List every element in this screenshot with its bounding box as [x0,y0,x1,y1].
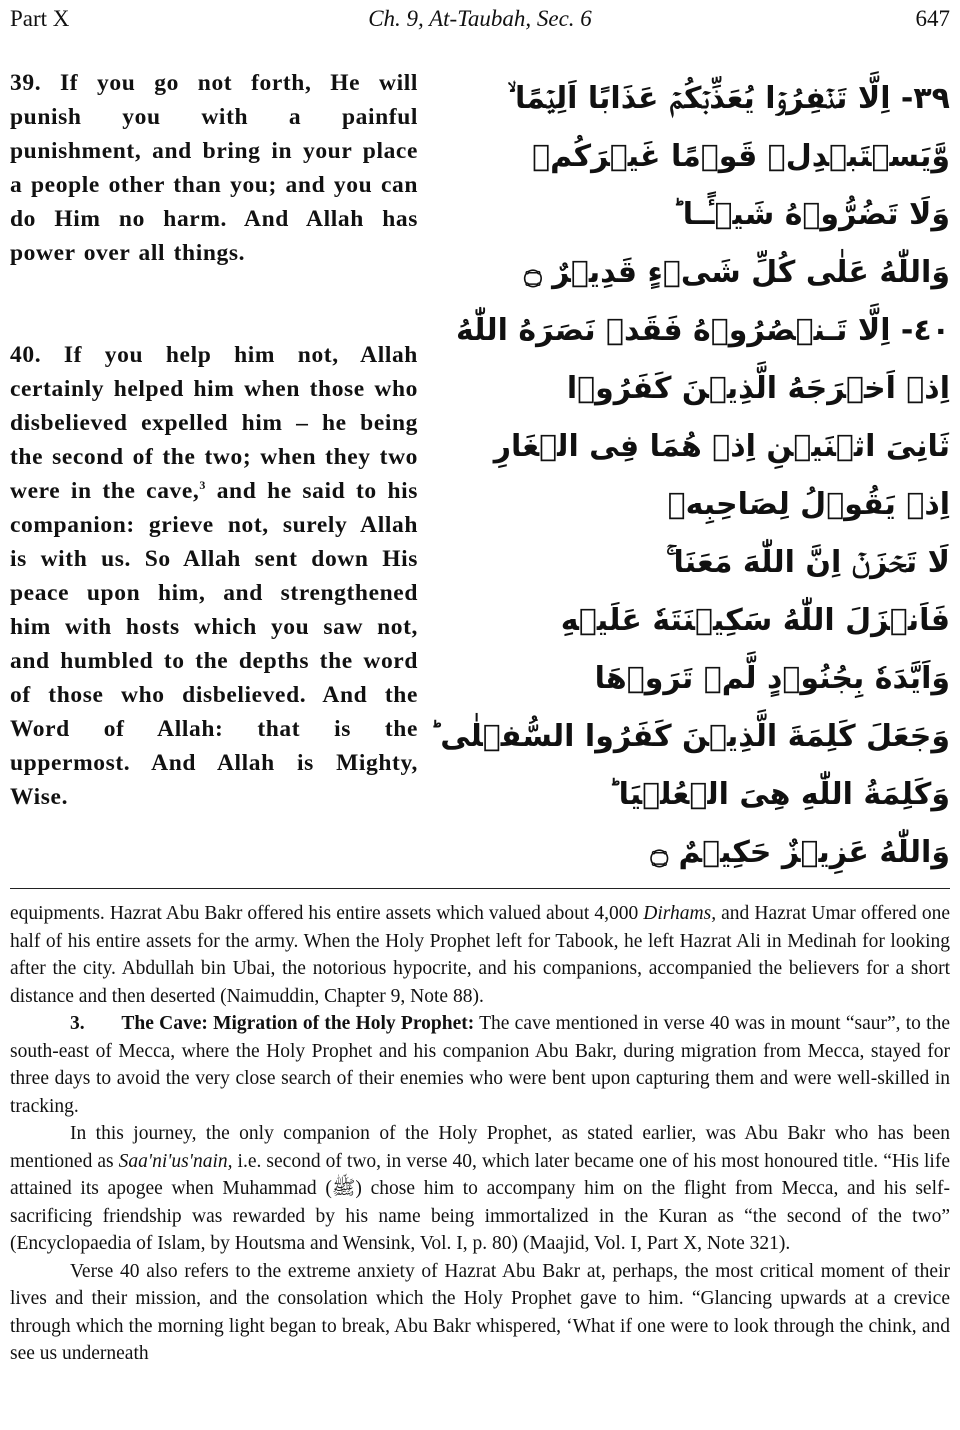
arabic-line: وَاللّٰهُ عَزِيۡزٌ حَكِيۡمٌ ۝ [650,835,950,870]
arabic-line: اِذۡ يَقُوۡلُ لِصَاحِبِهٖ [667,487,950,522]
footnote-heading: The Cave: Migration of the Holy Prophet: [121,1013,475,1034]
verse-39-number: 39. [10,70,42,96]
arabic-line: وَجَعَلَ كَلِمَةَ الَّذِيۡنَ كَفَرُوا السُّفۡلٰى ؕ [429,719,950,754]
footnote-italic: Dirhams, [643,903,717,924]
footnote-paragraph [10,1120,950,1258]
footnotes [10,900,950,1368]
footnote-text: The cave mentioned in verse 40 was in mount “saur”, to the south-east of Mecca, where the Holy Prophet and his companion Abu Bakr, during migration from Mecca, stayed for three days to avoid the very close search of their enemies who were bent upon capturing them and were well-skilled in tracking. [10,1013,951,1117]
verse-40-text-part1: If you help him not, Allah certainly helped him when those who disbelieved expelled him – he being the second of the two; when they two were in the cave, [10,342,418,504]
arabic-line: فَاَنۡزَلَ اللّٰهُ سَكِيۡنَتَهٗ عَلَيۡهِ [560,603,950,638]
page-header [10,6,950,36]
footnote-text: In this journey, the only companion of the Holy Prophet, as stated earlier, was Abu Bakr who has been mentioned as [10,1123,950,1172]
footnote-text: i.e. second of two, in verse 40, which later became one of his most honoured title. “His life attained its apogee when Muhammad (ﷺ) chose him to accompany him on the flight from Mecca, and his self-sacrificing friendship was rewarded by his name being immortalized in the Kuran as “the second of the two” (Encyclopaedia of Islam, by Houtsma and Wensink, Vol. I, p. 80) (Maajid, Vol. I, Part X, Note 321). [10,1150,950,1254]
arabic-line: ثَانِىَ اثۡنَيۡنِ اِذۡ هُمَا فِى الۡغَارِ [493,429,950,464]
footnote-ref-3: 3 [199,478,207,493]
verse-40-translation [10,338,418,814]
footnote-text: and Hazrat Umar offered one half of his entire assets for the army. When the Holy Prophet left for Tabook, he left Hazrat Ali in Medinah for looking after the city. Abdullah bin Ubai, the notorious hypocrite, and his companions, accompanied the believers for a short distance and then deserted (Naimuddin, Chapter 9, Note 88). [10,903,951,1007]
footnote-divider [10,888,950,889]
page-number: 647 [915,6,950,31]
arabic-text-block [429,70,950,882]
footnote-number: 3. [70,1013,85,1034]
footnote-text: equipments. Hazrat Abu Bakr offered his entire assets which valued about 4,000 [10,903,644,924]
footnote-paragraph [10,900,950,1010]
verse-40-number: 40. [10,342,42,368]
arabic-line: وَلَا تَضُرُّوۡهُ شَيۡـًٔـا ؕ [672,197,950,232]
arabic-line: وَاللّٰهُ عَلٰى كُلِّ شَىۡءٍ قَدِيۡرٌ ۝ [524,255,950,290]
arabic-line: ٤٠- اِلَّا تَـنۡصُرُوۡهُ فَقَدۡ نَصَرَهُ اللّٰهُ [455,313,950,348]
arabic-line: لَا تَحۡزَنۡ اِنَّ اللّٰهَ مَعَنَا ۚ [665,545,950,580]
arabic-line: اِذۡ اَخۡرَجَهُ الَّذِيۡنَ كَفَرُوۡا [566,371,950,406]
verse-39-translation [10,66,418,270]
chapter-title: Ch. 9, At-Taubah, Sec. 6 [368,6,592,31]
arabic-line: ٣٩- اِلَّا تَنۡفِرُوۡا يُعَذِّبۡكُمۡ عَذَابًا اَلِيۡمًا ۙ [507,81,950,116]
arabic-line: وَكَلِمَةُ اللّٰهِ هِىَ الۡعُلۡيَا ؕ [608,777,950,812]
arabic-line: وَّيَسۡتَبۡدِلۡ قَوۡمًا غَيۡرَكُمۡ [532,139,950,174]
footnote-3-paragraph [10,1010,950,1120]
verse-39-text: If you go not forth, He will punish you with a painful punishment, and bring in your place a people other than you; and you can do Him no harm. And Allah has power over all things. [10,70,418,266]
part-label: Part X [10,6,70,31]
footnote-italic: Saa'ni'us'nain, [118,1150,233,1172]
arabic-line: وَاَيَّدَهٗ بِجُنُوۡدٍ لَّمۡ تَرَوۡهَا [594,661,950,696]
footnote-paragraph: Verse 40 also refers to the extreme anxiety of Hazrat Abu Bakr at, perhaps, the most critical moment of their lives and their mission, and the consolation which the Holy Prophet gave to him. “Glancing upwards at a crevice through which the morning light began to break, Abu Bakr whispered, ‘What if one were to look through the chink, and see us underneath [10,1260,950,1364]
verse-40-text-part2: and he said to his companion: grieve not, surely Allah is with us. So Allah sent down His peace upon him, and strengthened him with hosts which you saw not, and humbled to the depths the word of those who disbelieved. And the Word of Allah: that is the uppermost. And Allah is Mighty, Wise. [10,478,418,810]
